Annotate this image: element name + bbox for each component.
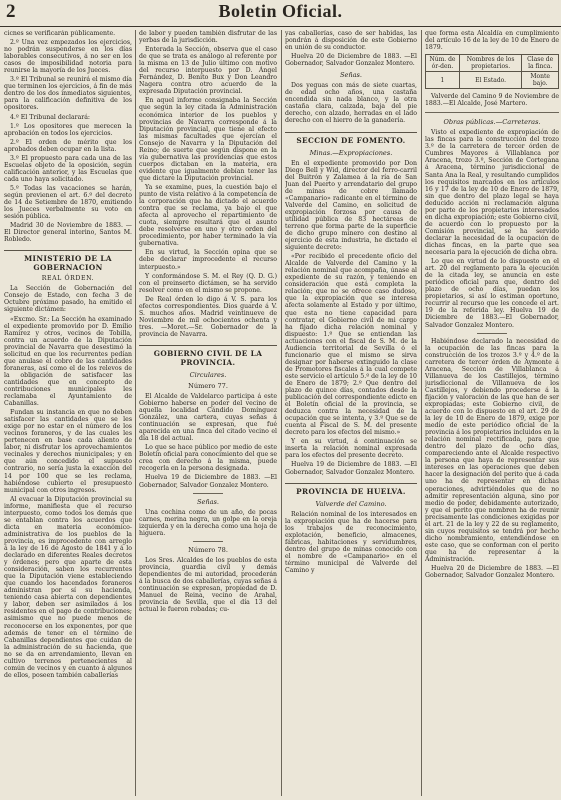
section-heading: SECCION DE FOMENTO.	[285, 132, 417, 145]
table-cell: El Estado.	[459, 72, 521, 89]
paragraph: cicnes se verificarán públicamente.	[4, 30, 116, 37]
paragraph: Al evacuar la Diputación provincial su informe, manifiesta que el recurso interpuesto, como todos los demás que se entablan contra los acuerdos que dicta en materia económico-administrativa de los pueblos de la provincia, es improcedente con arreglo á la ley de 16 de Agosto de 1841 y á lo declarado en diferentes Reales decretos y órdenes; pero que aparte de esta consideración, saben los recurrentes que la Diputación viene estableciendo que cuando los hacendados foraneros administran por sí su hacienda, teniendo casa abierta con dependientes y labor, deben ser asimilados á los residentes en el pago de contribuciones; asimismo que no puede menos de reconocerse en los exponentes, por que además de tener en el término de Cabanillas dependientes que cuidan de la administración de su hacienda, que no se da en arrendamiento, llevan en cultivo terrenos pertenecientes al común de vecinos y en cuanto á algunos de ellos, poseen también caballerías	[4, 495, 132, 679]
paragraph: 3.º El propuesto para cada una de las Escuelas objeto de la oposición, según calificación anterior, y las Escuelas que cada uno haya solicitado.	[4, 154, 132, 183]
subheading: Minas.—Expropiaciones.	[309, 148, 393, 157]
divider	[477, 333, 507, 334]
column-4	[425, 30, 559, 798]
paragraph: Lo que se hace público por medio de este Boletín oficial para conocimiento del que se crea con derecho á la misma, puede recogerla en la persona designada.	[139, 444, 277, 473]
subheading: Señas.	[339, 71, 363, 80]
page-header	[0, 0, 561, 27]
paragraph: Y en su virtud, á continuación se inserta la relación nominal expresada para los efectos del presente decreto.	[285, 438, 417, 460]
paragraph: que forma esta Alcaldía en cumplimiento del artículo 16 de la ley de 10 de Enero de 1879.	[425, 30, 559, 52]
paragraph: Visto el expediente de expropiación de las fincas para la construcción del trozo 3.º de la carretera de tercer órden de Cumbres Mayores á Villablanca por Aracena, trozo 3.º, Sección de Cortegana á Aracena, término jurisdiccional de Santa Ana la Real, y resultando cumplidos los requisitos marcados en los artículos 16 y 17 de la ley de 10 de Enero de 1879, sin que dentro del plazo legal se haya deducido acción ni reclamación alguna por parte de los propietarios interesados en dicha expropiación; este Gobierno civil, de acuerdo con lo propuesto por la Comisión provincial, se ha servido declarar la necesidad de la ocupación de dichas fincas, en la parte que sea necesaria para la ejecución de dicha obra.	[425, 129, 559, 257]
subheading: Valverde del Camino.	[315, 499, 387, 508]
divider	[193, 493, 223, 494]
section-heading: MINISTERIO DE LA GOBERNACION	[4, 250, 132, 272]
column-2	[139, 30, 277, 798]
divider	[193, 541, 223, 542]
divider	[425, 112, 559, 113]
table-cell: Monte bajo.	[522, 72, 559, 89]
paragraph: Dos yeguas con más de siete cuartas, de edad ocho años, una castaña encendida sin nada blanco, y la otra castaña clara, calzada, baja del pie derecho, con alzado, herradas en el lado derecho con el hierro de la ganadería.	[285, 82, 417, 125]
notice-number: Número 78.	[188, 545, 228, 554]
newspaper-title: Boletin Oficial.	[218, 1, 343, 21]
paragraph: «Por recibido el precedente oficio del Alcalde de Valverde del Camino y la relación nominal que acompaña, únase al expediente de su razón, y teniendo en consideración que está completa la relación; que no se ofrece caso dudoso, que la expropiación que se interesa afecta solamente al Estado y por último, que esta no tiene capacidad para contratar, el Gobierno civil de mi cargo ha fijado dicha relación nominal y dispuesto: 1.º Que se entiendan las actuaciones con el fiscal de S. M. de la Audiencia territorial de Sevilla ó el funcionario que el mismo se sirva designar por haberse extinguido la clase de Promotores fiscales á la cual compete este servicio el artículo 5.º de la ley de 10 de Enero de 1879; 2.º Que dentro del plazo de quince días, contados desde la publicación del correspondiente edicto en el Boletín oficial de la provincia, se deduzca contra la necesidad de la ocupación que se intenta, y 3.º Que se de cuenta al Fiscal de S. M. del presente decreto para los efectos del mismo.»	[285, 253, 417, 437]
paragraph: De Real órden lo digo á V. S. para los efectos correspondientes. Dios guarde á V. S. muchos años. Madrid veintinueve de Noviembre de mil ochocientos ochenta y tres. —Moret.—Sr. Gobernador de la provincia de Navarra.	[139, 295, 277, 338]
expropriation-table	[425, 54, 559, 89]
paragraph: Enterada la Sección, observa que el caso de que se trata es análogo al referente por la misma en 13 de Julio último con motivo del recurso interpuesto por D. Ángel Fernández, D. Benito Bux y Don Leandro Nagera contra otro acuerdo de la expresada Diputación provincial.	[139, 46, 277, 96]
table-header: Núm. de ór-den.	[426, 55, 460, 72]
column-rule	[281, 30, 282, 796]
paragraph: Y conformándose S. M. el Rey (Q. D. G.) con el preinserto dictámen, se ha servido resolver como en el mismo se propone.	[139, 272, 277, 294]
table-cell: 1	[426, 72, 460, 89]
subheading: REAL ÓRDEN.	[41, 275, 95, 283]
signature: Huelva 20 de Diciembre de 1883. —El Gobernador, Salvador Gonzalez Montero.	[425, 565, 559, 580]
paragraph: El Alcalde de Valdelarco participa á este Gobierno haberse en poder del vecino de aquella localidad Cándido Domínguez González, una cartera, cuyas señas á continuación se expresan, que fué aparecida en una finca del citado vecino el día 18 del actual.	[139, 392, 277, 443]
paragraph: 3.º El Tribunal se reunirá el mismo día que terminen los ejercicios, á fin de más dentro de los dos inmediatos siguientes, para la calificación definitiva de los opositores.	[4, 76, 132, 112]
paragraph: Relación nominal de los interesados en la expropiación que ha de hacerse para los trabajos de reconocimiento, explotación, beneficio, almacenes, fábricas, habitaciones y servidumbres, dentro del grupo de minas conocido con el nombre de «Campanario» en el término municipal de Valverde del Camino y	[285, 510, 417, 574]
paragraph: 2.º Una vez empezados los ejercicios, no podrán suspenderse en los días laborables consecutivos, á no ser en los casos de imposibilidad notoria para reunirse la mayoría de los Jueces.	[4, 39, 132, 75]
signature: Valverde del Camino 9 de Noviembre de 1883.—El Alcalde, José Martero.	[425, 93, 559, 108]
page-number: 2	[6, 1, 16, 22]
paragraph: 1.º Los opositores que merecen la aprobación en todos los ejercicios.	[4, 122, 132, 137]
section-heading: PROVINCIA DE HUELVA.	[285, 483, 417, 496]
section-heading: GOBIERNO CIVIL DE LA PROVINCIA.	[139, 345, 277, 367]
paragraph: La Sección de Gobernación del Consejo de Estado, con fecha 3 de Octubre próximo pasado, ha emitido el siguiente dictámen:	[4, 285, 132, 314]
column-rule	[135, 30, 136, 796]
paragraph: de labor y pueden también disfrutar de las yerbas de la jurisdicción.	[139, 30, 277, 45]
paragraph: Habiéndose declarado la necesidad de la ocupación de las fincas para la construcción de los trozos 3.º y 4.º de la carretera de tercer órden de Aymonte á Aracena, Sección de Villablanca á Villanueva de los Castillejos, término jurisdiccional de Villanueva de los Castillejos, y debiendo procederse á la fijación y valoración de las que han de ser expropiadas; este Gobierno civil, de acuerdo con lo dispuesto en el art. 29 de la ley de 10 de Enero de 1879, exige por medio de este periódico oficial de la provincia á los propietarios incluidos en la relación nominal rectificada, para que dentro del plazo de ocho días, compareciendo ante el Alcalde respectivo la persona que haya de representar sus intereses en las operaciones que deben hacer la designación del perito que á cada uno ha de representar en dichas operaciones, advirtiéndoles que de no admitir representación alguna, sino por medio de poder, debidamente autorizado, y que el perito que nombren ha de reunir precisamente las condiciones exigidas por el art. 21 de la ley y 22 de su reglamento, sin cuyos requisitos se tendrá por hecho dicho nombramiento, entendiéndose en este caso, que se conforman con el perito que ha de representar á la Administración.	[425, 337, 559, 563]
subheading: Señas.	[196, 497, 220, 506]
paragraph: Los Sres. Alcaldes de los pueblos de esta provincia, guardia civil y demás dependientes de mi autoridad, procederán á la busca de dos caballerías, cuyas señas á continuación se expresan, propiedad de D. Manuel de Reina, vecino de Arahal, provincia de Sevilla, que el día 13 del actual le fueron robadas; cu-	[139, 556, 277, 614]
paragraph: 4.º El Tribunal declarará:	[10, 113, 91, 121]
paragraph: 5.º Todas las vacaciones se harán, según previenen el art. 6.º del decreto de 14 de Setiembre de 1870, emitiendo los Jueces verbalmente su voto en sesión pública.	[4, 184, 132, 221]
table-header: Clase de la finca.	[522, 55, 559, 72]
paragraph: «Excmo. Sr.: La Sección ha examinado el expediente promovido por D. Emilio Ramírez y otros, vecinos de Tobilla, contra un acuerdo de la Diputación provincial de Navarra que desestimó la solicitud en que los recurrentes pedían que anulase el cobro de las cantidades foraneras, así como el de los relevos de la obligación de satisfacer las cantidades que en concepto de contribuciones municipales les reclamaba el Ayuntamiento de Cabanillas.	[4, 315, 132, 408]
paragraph: En aquel informe consignaba la Sección que según la ley citada la Administración económica interior de los pueblos y provincias de Navarra corresponde á la Diputación provincial, que tiene al efecto las mismas facultades que ejercían el Consejo de Navarra y la Diputación del Reino; de suerte que según dispone en la vía gubernativa las providencias que estos cuerpos dictaban en la materia, era evidente que igualmente debían tener las que dictare la Diputación provincial.	[139, 97, 277, 182]
signature: Huelva 19 de Diciembre de 1883. —El Gobernador, Salvador Gonzalez Montero.	[139, 474, 277, 489]
paragraph: Ya se examine, pues, la cuestión bajo el punto de vista relativo á la competencia de la corporación que ha dictado el acuerdo contra que se reclama, ya bajo el que afecta al aprovecho el repartimiento de cuota, siempre resultará que el asunto debe resolverse en uno y otro orden del procedimiento, por haber terminado la vía gubernativa.	[139, 183, 277, 248]
paragraph: Lo que en virtud de lo dispuesto en el art. 20 del reglamento para la ejecución de la citada ley, se anuncia en este periódico oficial para que, dentro del plazo de ocho días, puedan los propietarios, si así lo estiman oportuno, recurrir al recurso que les concede el art. 19 de la referida ley. Huelva 19 de Diciembre de 1883.—El Gobernador, Salvador Gonzalez Montero.	[425, 258, 559, 329]
column-3	[285, 30, 417, 798]
signature: Huelva 20 de Diciembre de 1883. —El Gobernador, Salvador Gonzalez Montero.	[285, 53, 417, 68]
signature: Madrid 30 de Noviembre de 1883. —El Director general interino, Santos M. Robledo.	[4, 222, 132, 244]
notice-number: Número 77.	[188, 381, 228, 390]
paragraph: En su virtud, la Sección opina que se debe declarar improcedente el recurso interpuesto.»	[139, 249, 277, 271]
table-header: Nombres de los propietarios.	[459, 55, 521, 72]
paragraph: En el expediente promovido por Don Diego Bell y Wid, director del ferro-carril del Buitrón y Zalamea á la ría de San Juan del Puerto y arrendatario del grupo de minas de cobre llamado «Campanario» radicante en el término de Valverde del Camino, en solicitud de expropiación forzosa por causa de utilidad pública de 83 hectáreas de terreno que forma parte de la superficie de dicho grupo minero con destino al ejercicio de esta industria, he dictado el siguiente decreto:	[285, 159, 417, 252]
column-1	[4, 30, 132, 798]
table-row	[426, 72, 559, 89]
subheading: Obras públicas.—Carreteras.	[443, 118, 541, 127]
signature: Huelva 19 de Diciembre de 1883. —El Gobernador, Salvador Gonzalez Montero.	[285, 461, 417, 476]
paragraph: 2.º El orden de mérito que los aprobados deben ocupar en la lista.	[4, 138, 132, 153]
paragraph: Una cochina como de un año, de pocas carnes, merina negra, un golpe en la oreja izquierda y en la derecha como una hoja de higuera.	[139, 508, 277, 537]
paragraph: yas caballerías, caso de ser habidas, las pondrán á disposición de este Gobierno en unión de su conductor.	[285, 30, 417, 52]
paragraph: Fundan su instancia en que no deben satisfacer las cantidades que se les exige por no estar en el número de los vecinos foraneros, y de las cuales les pertenecen en base cada aliento de labor, ni disfrutar los aprovechamientos vecinales y derechos municipales; y en que aún concedido el supuesto contrario, no sería justa la exacción del 14 por 100 que se les reclama, habiéndose cubierto el presupuesto municipal con otros ingresos.	[4, 409, 132, 494]
column-rule	[421, 30, 422, 796]
subheading: Circulares.	[189, 370, 227, 379]
